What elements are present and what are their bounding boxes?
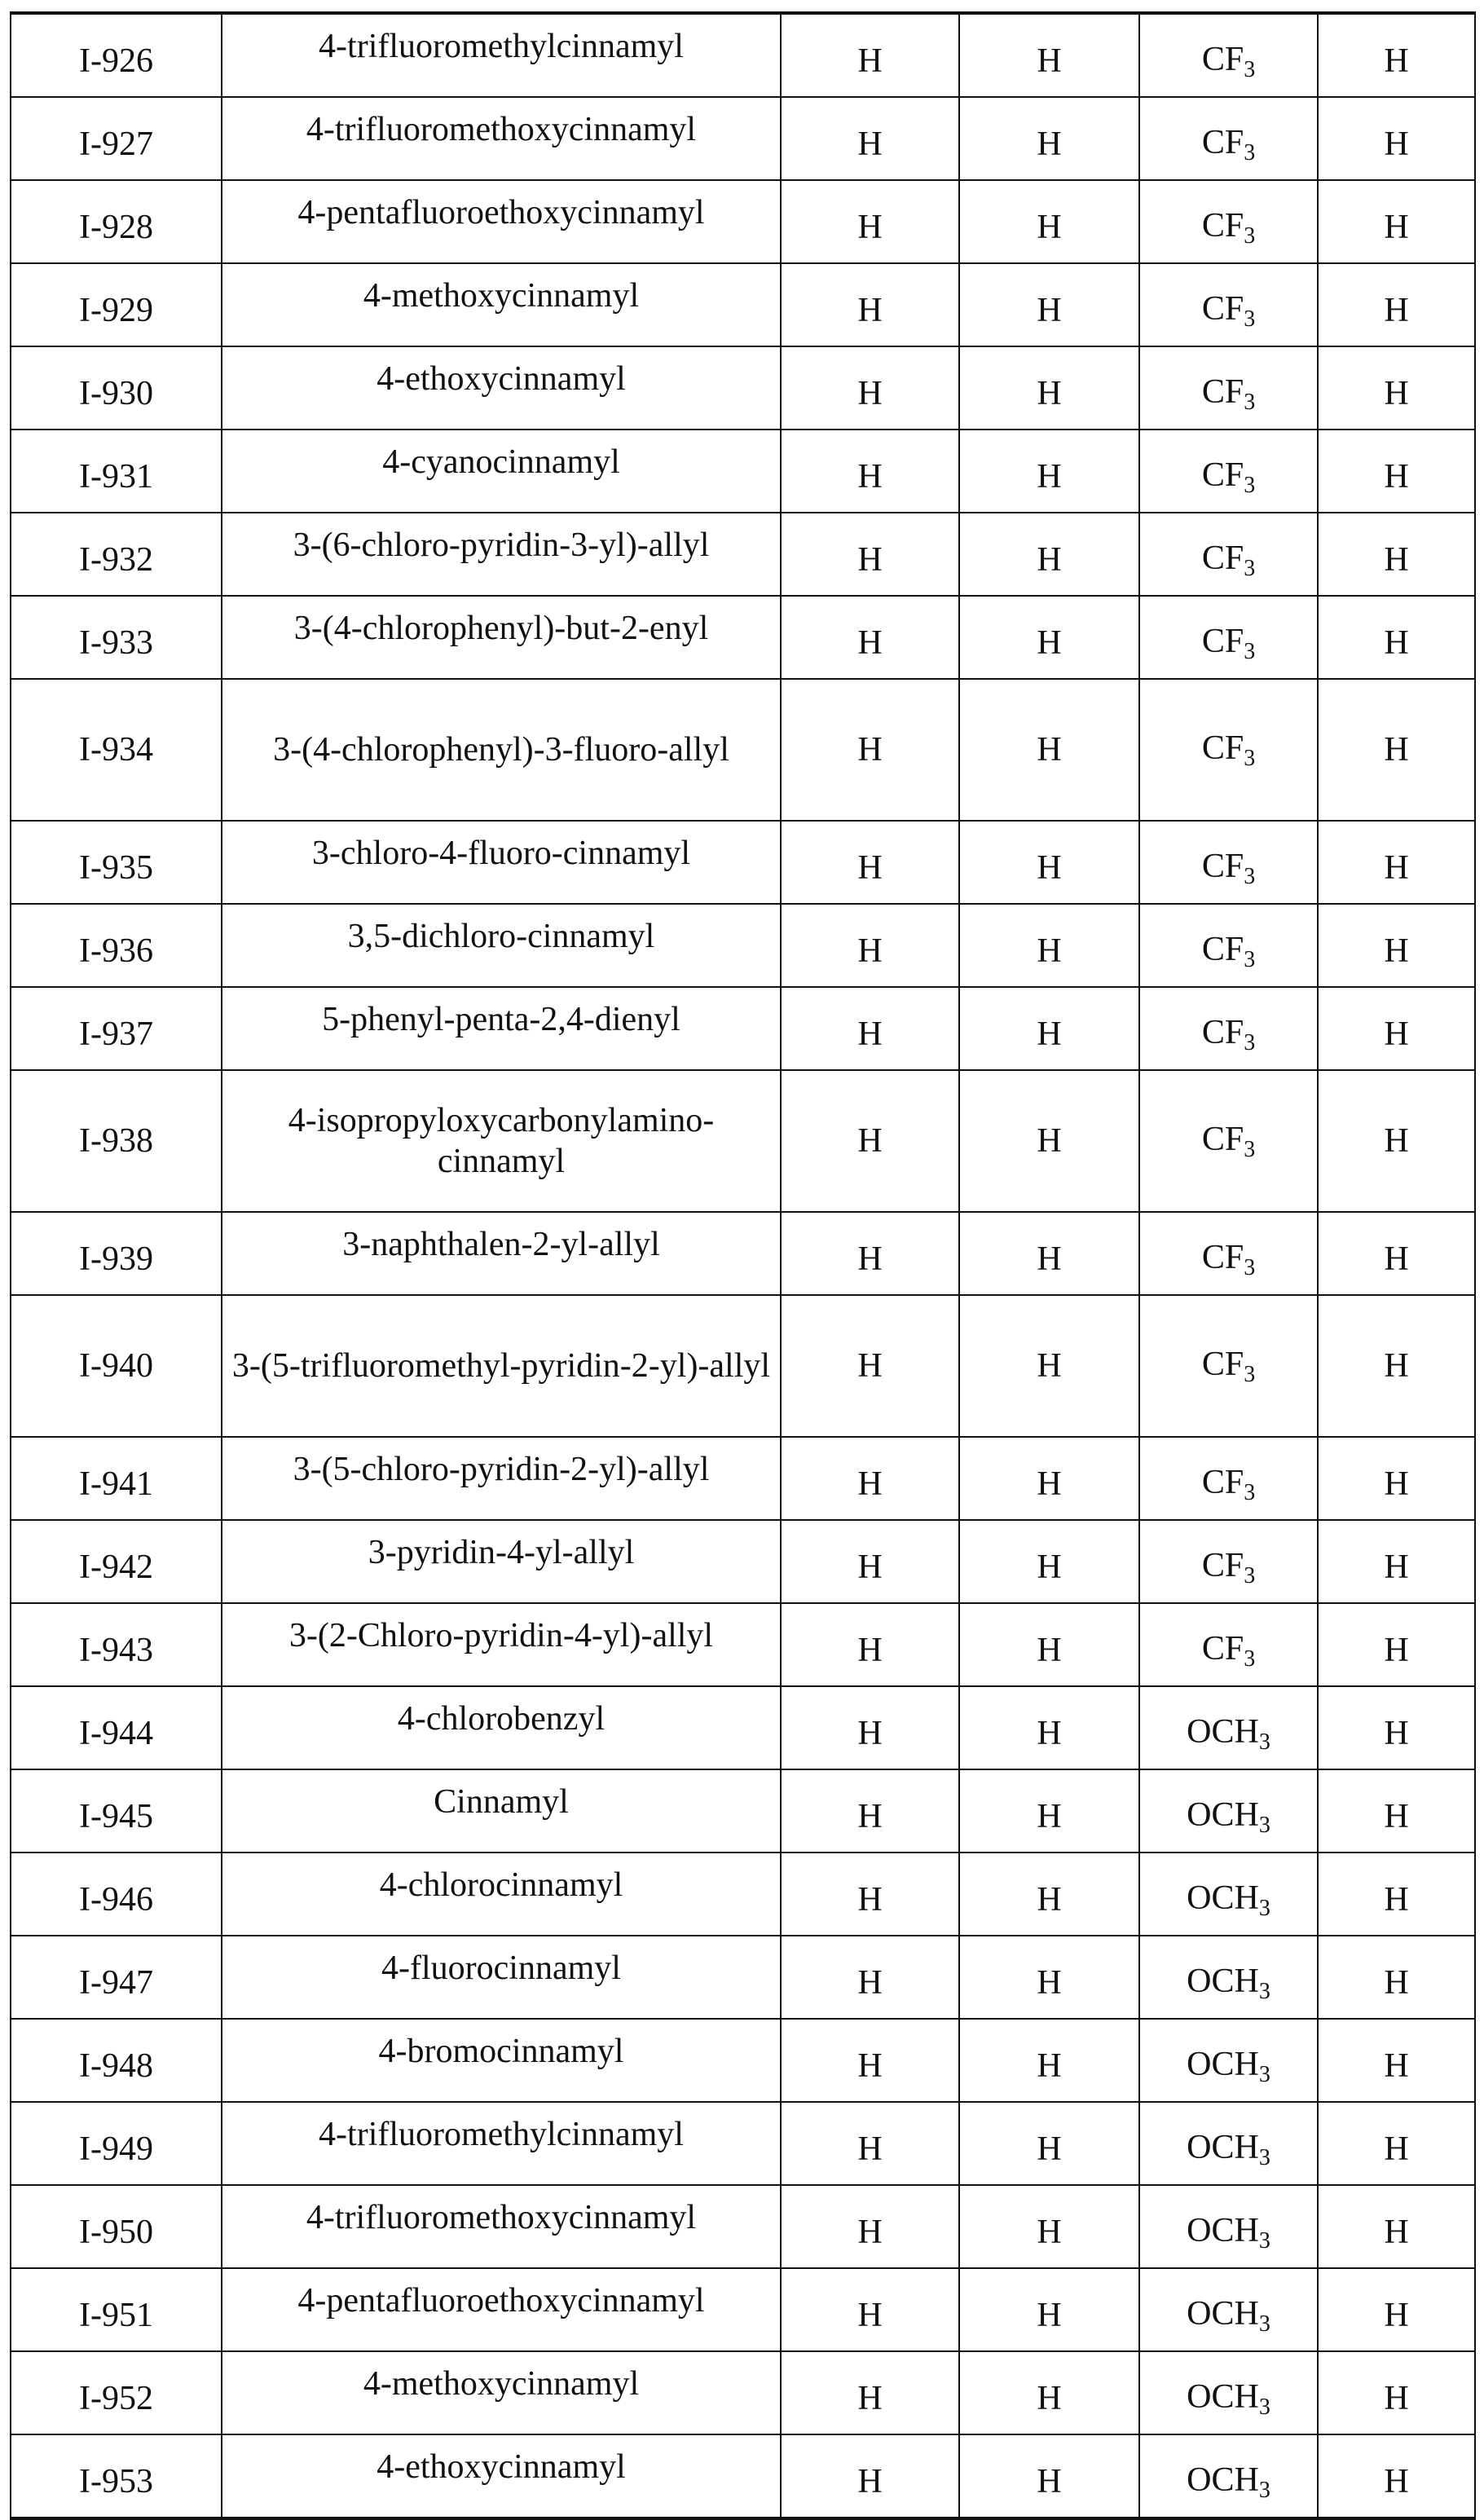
r2-value: H bbox=[959, 987, 1139, 1070]
r4-value: H bbox=[1318, 263, 1475, 346]
table-row bbox=[11, 1769, 1475, 1853]
table-row bbox=[11, 1936, 1475, 2019]
r3-subscript: 3 bbox=[1259, 2062, 1270, 2087]
r3-value bbox=[1139, 2434, 1318, 2518]
r2-value: H bbox=[959, 596, 1139, 679]
r4-value: H bbox=[1318, 1853, 1475, 1936]
compound-id: I-931 bbox=[11, 430, 222, 513]
r3-value bbox=[1139, 1520, 1318, 1603]
r4-value: H bbox=[1318, 2185, 1475, 2268]
r2-value: H bbox=[959, 2268, 1139, 2351]
r2-value: H bbox=[959, 1603, 1139, 1686]
r3-base: CF bbox=[1202, 1239, 1244, 1276]
compound-id: I-945 bbox=[11, 1769, 222, 1853]
substituent-name: Cinnamyl bbox=[222, 1769, 781, 1853]
compound-id: I-936 bbox=[11, 904, 222, 987]
r3-value bbox=[1139, 1853, 1318, 1936]
r4-value: H bbox=[1318, 679, 1475, 821]
r4-value: H bbox=[1318, 821, 1475, 904]
table-row bbox=[11, 13, 1475, 97]
r3-value bbox=[1139, 1603, 1318, 1686]
table-row bbox=[11, 2351, 1475, 2434]
r2-value: H bbox=[959, 1070, 1139, 1212]
table-row bbox=[11, 2268, 1475, 2351]
r4-value: H bbox=[1318, 1936, 1475, 2019]
r3-subscript: 3 bbox=[1259, 2394, 1270, 2420]
r4-value: H bbox=[1318, 180, 1475, 263]
r2-value: H bbox=[959, 13, 1139, 97]
compound-id: I-933 bbox=[11, 596, 222, 679]
r2-value: H bbox=[959, 430, 1139, 513]
r4-value: H bbox=[1318, 97, 1475, 180]
compound-id: I-944 bbox=[11, 1686, 222, 1769]
table-row bbox=[11, 97, 1475, 180]
r3-base: CF bbox=[1202, 124, 1244, 161]
r3-base: CF bbox=[1202, 1547, 1244, 1584]
r1-value: H bbox=[781, 821, 959, 904]
r1-value: H bbox=[781, 2268, 959, 2351]
r3-value bbox=[1139, 346, 1318, 430]
r1-value: H bbox=[781, 596, 959, 679]
r2-value: H bbox=[959, 263, 1139, 346]
r2-value: H bbox=[959, 2102, 1139, 2185]
r3-base: CF bbox=[1202, 1014, 1244, 1051]
substituent-name: 4-trifluoromethylcinnamyl bbox=[222, 13, 781, 97]
table-row bbox=[11, 1603, 1475, 1686]
r3-subscript: 3 bbox=[1259, 2311, 1270, 2337]
table-row bbox=[11, 263, 1475, 346]
r1-value: H bbox=[781, 1686, 959, 1769]
r4-value: H bbox=[1318, 346, 1475, 430]
compound-id: I-926 bbox=[11, 13, 222, 97]
r1-value: H bbox=[781, 2351, 959, 2434]
r1-value: H bbox=[781, 180, 959, 263]
r3-subscript: 3 bbox=[1259, 1813, 1270, 1838]
substituent-name: 3-(5-chloro-pyridin-2-yl)-allyl bbox=[222, 1437, 781, 1520]
r2-value: H bbox=[959, 1520, 1139, 1603]
r3-base: OCH bbox=[1187, 2378, 1259, 2416]
table-row bbox=[11, 430, 1475, 513]
r1-value: H bbox=[781, 430, 959, 513]
substituent-name: 3-naphthalen-2-yl-allyl bbox=[222, 1212, 781, 1295]
compound-id: I-932 bbox=[11, 513, 222, 596]
r3-subscript: 3 bbox=[1244, 1137, 1255, 1162]
r4-value: H bbox=[1318, 1212, 1475, 1295]
table-row bbox=[11, 346, 1475, 430]
r1-value: H bbox=[781, 1769, 959, 1853]
substituent-name: 4-trifluoromethoxycinnamyl bbox=[222, 97, 781, 180]
r3-subscript: 3 bbox=[1259, 1729, 1270, 1755]
r4-value: H bbox=[1318, 430, 1475, 513]
substituent-name: 4-trifluoromethoxycinnamyl bbox=[222, 2185, 781, 2268]
r3-base: OCH bbox=[1187, 1879, 1259, 1917]
r4-value: H bbox=[1318, 596, 1475, 679]
substituent-name: 3-(5-trifluoromethyl-pyridin-2-yl)-allyl bbox=[222, 1295, 781, 1437]
r3-subscript: 3 bbox=[1244, 223, 1255, 249]
r1-value: H bbox=[781, 1936, 959, 2019]
r1-value: H bbox=[781, 679, 959, 821]
r1-value: H bbox=[781, 2185, 959, 2268]
substituent-name: 4-bromocinnamyl bbox=[222, 2019, 781, 2102]
r4-value: H bbox=[1318, 513, 1475, 596]
r3-subscript: 3 bbox=[1244, 390, 1255, 415]
substituent-name: 4-chlorobenzyl bbox=[222, 1686, 781, 1769]
table-row bbox=[11, 596, 1475, 679]
r3-value bbox=[1139, 904, 1318, 987]
r3-subscript: 3 bbox=[1244, 746, 1255, 771]
table-row bbox=[11, 679, 1475, 821]
compound-id: I-927 bbox=[11, 97, 222, 180]
r3-subscript: 3 bbox=[1244, 140, 1255, 165]
r3-subscript: 3 bbox=[1259, 2145, 1270, 2170]
table-row bbox=[11, 821, 1475, 904]
r3-subscript: 3 bbox=[1244, 1480, 1255, 1505]
table-row bbox=[11, 180, 1475, 263]
r1-value: H bbox=[781, 1070, 959, 1212]
r3-value bbox=[1139, 2185, 1318, 2268]
r3-subscript: 3 bbox=[1244, 556, 1255, 581]
r4-value: H bbox=[1318, 1437, 1475, 1520]
compound-id: I-950 bbox=[11, 2185, 222, 2268]
table-row bbox=[11, 2019, 1475, 2102]
r4-value: H bbox=[1318, 2268, 1475, 2351]
r1-value: H bbox=[781, 2019, 959, 2102]
r3-subscript: 3 bbox=[1244, 57, 1255, 82]
r3-subscript: 3 bbox=[1244, 639, 1255, 664]
substituent-name: 4-trifluoromethylcinnamyl bbox=[222, 2102, 781, 2185]
r3-base: OCH bbox=[1187, 2212, 1259, 2249]
r4-value: H bbox=[1318, 2351, 1475, 2434]
substituent-name: 3-(6-chloro-pyridin-3-yl)-allyl bbox=[222, 513, 781, 596]
compound-id: I-946 bbox=[11, 1853, 222, 1936]
r3-subscript: 3 bbox=[1244, 1255, 1255, 1280]
r3-subscript: 3 bbox=[1244, 947, 1255, 972]
r3-subscript: 3 bbox=[1259, 2228, 1270, 2253]
r1-value: H bbox=[781, 97, 959, 180]
r3-value bbox=[1139, 1070, 1318, 1212]
r3-subscript: 3 bbox=[1244, 1362, 1255, 1387]
compound-id: I-940 bbox=[11, 1295, 222, 1437]
r3-base: OCH bbox=[1187, 1796, 1259, 1834]
substituent-name: 3-(2-Chloro-pyridin-4-yl)-allyl bbox=[222, 1603, 781, 1686]
substituent-name: 5-phenyl-penta-2,4-dienyl bbox=[222, 987, 781, 1070]
r4-value: H bbox=[1318, 1603, 1475, 1686]
r3-value bbox=[1139, 1212, 1318, 1295]
r2-value: H bbox=[959, 346, 1139, 430]
substituent-name: 4-ethoxycinnamyl bbox=[222, 2434, 781, 2518]
substituent-name: 4-cyanocinnamyl bbox=[222, 430, 781, 513]
r3-base: OCH bbox=[1187, 1963, 1259, 2000]
r3-base: CF bbox=[1202, 456, 1244, 494]
r3-base: CF bbox=[1202, 623, 1244, 660]
r3-subscript: 3 bbox=[1244, 473, 1255, 498]
table-row bbox=[11, 1437, 1475, 1520]
r1-value: H bbox=[781, 1603, 959, 1686]
compound-id: I-930 bbox=[11, 346, 222, 430]
r3-subscript: 3 bbox=[1244, 1030, 1255, 1055]
compound-id: I-942 bbox=[11, 1520, 222, 1603]
r3-subscript: 3 bbox=[1244, 1646, 1255, 1672]
r2-value: H bbox=[959, 2434, 1139, 2518]
table-row bbox=[11, 1686, 1475, 1769]
table-row bbox=[11, 513, 1475, 596]
r2-value: H bbox=[959, 679, 1139, 821]
r3-value bbox=[1139, 13, 1318, 97]
r2-value: H bbox=[959, 1686, 1139, 1769]
r3-subscript: 3 bbox=[1244, 306, 1255, 332]
table-row bbox=[11, 904, 1475, 987]
substituent-name: 3,5-dichloro-cinnamyl bbox=[222, 904, 781, 987]
table-row bbox=[11, 2102, 1475, 2185]
substituent-name: 4-methoxycinnamyl bbox=[222, 2351, 781, 2434]
r3-value bbox=[1139, 679, 1318, 821]
r1-value: H bbox=[781, 13, 959, 97]
compound-id: I-939 bbox=[11, 1212, 222, 1295]
compound-table bbox=[10, 11, 1476, 2520]
table-row bbox=[11, 987, 1475, 1070]
table-row bbox=[11, 1070, 1475, 1212]
compound-id: I-951 bbox=[11, 2268, 222, 2351]
substituent-name: 4-fluorocinnamyl bbox=[222, 1936, 781, 2019]
compound-id: I-953 bbox=[11, 2434, 222, 2518]
substituent-name: 4-isopropyloxycarbonylamino-cinnamyl bbox=[222, 1070, 781, 1212]
r1-value: H bbox=[781, 346, 959, 430]
r4-value: H bbox=[1318, 1520, 1475, 1603]
r1-value: H bbox=[781, 2434, 959, 2518]
r3-base: CF bbox=[1202, 373, 1244, 411]
r2-value: H bbox=[959, 2019, 1139, 2102]
r3-subscript: 3 bbox=[1244, 1563, 1255, 1588]
r2-value: H bbox=[959, 2185, 1139, 2268]
r3-value bbox=[1139, 1686, 1318, 1769]
r3-subscript: 3 bbox=[1244, 864, 1255, 889]
r2-value: H bbox=[959, 1769, 1139, 1853]
r3-base: CF bbox=[1202, 540, 1244, 577]
r3-base: CF bbox=[1202, 290, 1244, 328]
r1-value: H bbox=[781, 2102, 959, 2185]
substituent-name: 3-chloro-4-fluoro-cinnamyl bbox=[222, 821, 781, 904]
r1-value: H bbox=[781, 1212, 959, 1295]
r3-base: OCH bbox=[1187, 2295, 1259, 2333]
r3-base: CF bbox=[1202, 848, 1244, 885]
r3-base: CF bbox=[1202, 931, 1244, 968]
compound-id: I-929 bbox=[11, 263, 222, 346]
compound-id: I-949 bbox=[11, 2102, 222, 2185]
r2-value: H bbox=[959, 821, 1139, 904]
compound-id: I-935 bbox=[11, 821, 222, 904]
r4-value: H bbox=[1318, 1295, 1475, 1437]
r4-value: H bbox=[1318, 1070, 1475, 1212]
r3-subscript: 3 bbox=[1259, 2478, 1270, 2503]
r2-value: H bbox=[959, 1212, 1139, 1295]
compound-id: I-938 bbox=[11, 1070, 222, 1212]
r2-value: H bbox=[959, 1295, 1139, 1437]
r3-base: OCH bbox=[1187, 1713, 1259, 1751]
r2-value: H bbox=[959, 513, 1139, 596]
r1-value: H bbox=[781, 263, 959, 346]
r3-value bbox=[1139, 430, 1318, 513]
r3-base: CF bbox=[1202, 729, 1244, 767]
compound-id: I-943 bbox=[11, 1603, 222, 1686]
substituent-name: 3-(4-chlorophenyl)-but-2-enyl bbox=[222, 596, 781, 679]
r4-value: H bbox=[1318, 987, 1475, 1070]
table-row bbox=[11, 1295, 1475, 1437]
r3-base: OCH bbox=[1187, 2046, 1259, 2083]
substituent-name: 3-(4-chlorophenyl)-3-fluoro-allyl bbox=[222, 679, 781, 821]
compound-id: I-947 bbox=[11, 1936, 222, 2019]
r4-value: H bbox=[1318, 2102, 1475, 2185]
r1-value: H bbox=[781, 1437, 959, 1520]
r4-value: H bbox=[1318, 1769, 1475, 1853]
r1-value: H bbox=[781, 1520, 959, 1603]
r2-value: H bbox=[959, 904, 1139, 987]
r3-base: CF bbox=[1202, 1121, 1244, 1158]
r2-value: H bbox=[959, 2351, 1139, 2434]
substituent-name: 4-pentafluoroethoxycinnamyl bbox=[222, 2268, 781, 2351]
r3-value bbox=[1139, 1437, 1318, 1520]
compound-id: I-952 bbox=[11, 2351, 222, 2434]
r3-value bbox=[1139, 821, 1318, 904]
r4-value: H bbox=[1318, 1686, 1475, 1769]
r3-value bbox=[1139, 2102, 1318, 2185]
table-row bbox=[11, 1853, 1475, 1936]
substituent-name: 4-chlorocinnamyl bbox=[222, 1853, 781, 1936]
r3-value bbox=[1139, 2351, 1318, 2434]
substituent-name: 4-pentafluoroethoxycinnamyl bbox=[222, 180, 781, 263]
r3-value bbox=[1139, 987, 1318, 1070]
r1-value: H bbox=[781, 1295, 959, 1437]
r4-value: H bbox=[1318, 2434, 1475, 2518]
r3-value bbox=[1139, 1936, 1318, 2019]
r3-base: CF bbox=[1202, 207, 1244, 245]
r2-value: H bbox=[959, 1853, 1139, 1936]
r3-base: CF bbox=[1202, 1630, 1244, 1668]
compound-id: I-941 bbox=[11, 1437, 222, 1520]
r3-value bbox=[1139, 2268, 1318, 2351]
table-row bbox=[11, 1212, 1475, 1295]
r3-value bbox=[1139, 180, 1318, 263]
substituent-name: 3-pyridin-4-yl-allyl bbox=[222, 1520, 781, 1603]
r3-value bbox=[1139, 1769, 1318, 1853]
r4-value: H bbox=[1318, 2019, 1475, 2102]
r1-value: H bbox=[781, 904, 959, 987]
compound-id: I-928 bbox=[11, 180, 222, 263]
r1-value: H bbox=[781, 1853, 959, 1936]
r3-base: OCH bbox=[1187, 2461, 1259, 2499]
r4-value: H bbox=[1318, 13, 1475, 97]
compound-id: I-934 bbox=[11, 679, 222, 821]
r3-base: OCH bbox=[1187, 2129, 1259, 2166]
r3-base: CF bbox=[1202, 1464, 1244, 1501]
r3-value bbox=[1139, 596, 1318, 679]
r3-subscript: 3 bbox=[1259, 1979, 1270, 2004]
r3-value bbox=[1139, 513, 1318, 596]
compound-id: I-948 bbox=[11, 2019, 222, 2102]
substituent-name: 4-ethoxycinnamyl bbox=[222, 346, 781, 430]
r3-base: CF bbox=[1202, 1346, 1244, 1383]
r3-value bbox=[1139, 2019, 1318, 2102]
r3-subscript: 3 bbox=[1259, 1896, 1270, 1921]
r4-value: H bbox=[1318, 904, 1475, 987]
table-row bbox=[11, 1520, 1475, 1603]
r3-base: CF bbox=[1202, 41, 1244, 78]
r2-value: H bbox=[959, 1936, 1139, 2019]
r3-value bbox=[1139, 97, 1318, 180]
r2-value: H bbox=[959, 97, 1139, 180]
compound-id: I-937 bbox=[11, 987, 222, 1070]
r3-value bbox=[1139, 1295, 1318, 1437]
r1-value: H bbox=[781, 513, 959, 596]
r2-value: H bbox=[959, 1437, 1139, 1520]
table-row bbox=[11, 2185, 1475, 2268]
substituent-name: 4-methoxycinnamyl bbox=[222, 263, 781, 346]
table-row bbox=[11, 2434, 1475, 2518]
r1-value: H bbox=[781, 987, 959, 1070]
r3-value bbox=[1139, 263, 1318, 346]
r2-value: H bbox=[959, 180, 1139, 263]
